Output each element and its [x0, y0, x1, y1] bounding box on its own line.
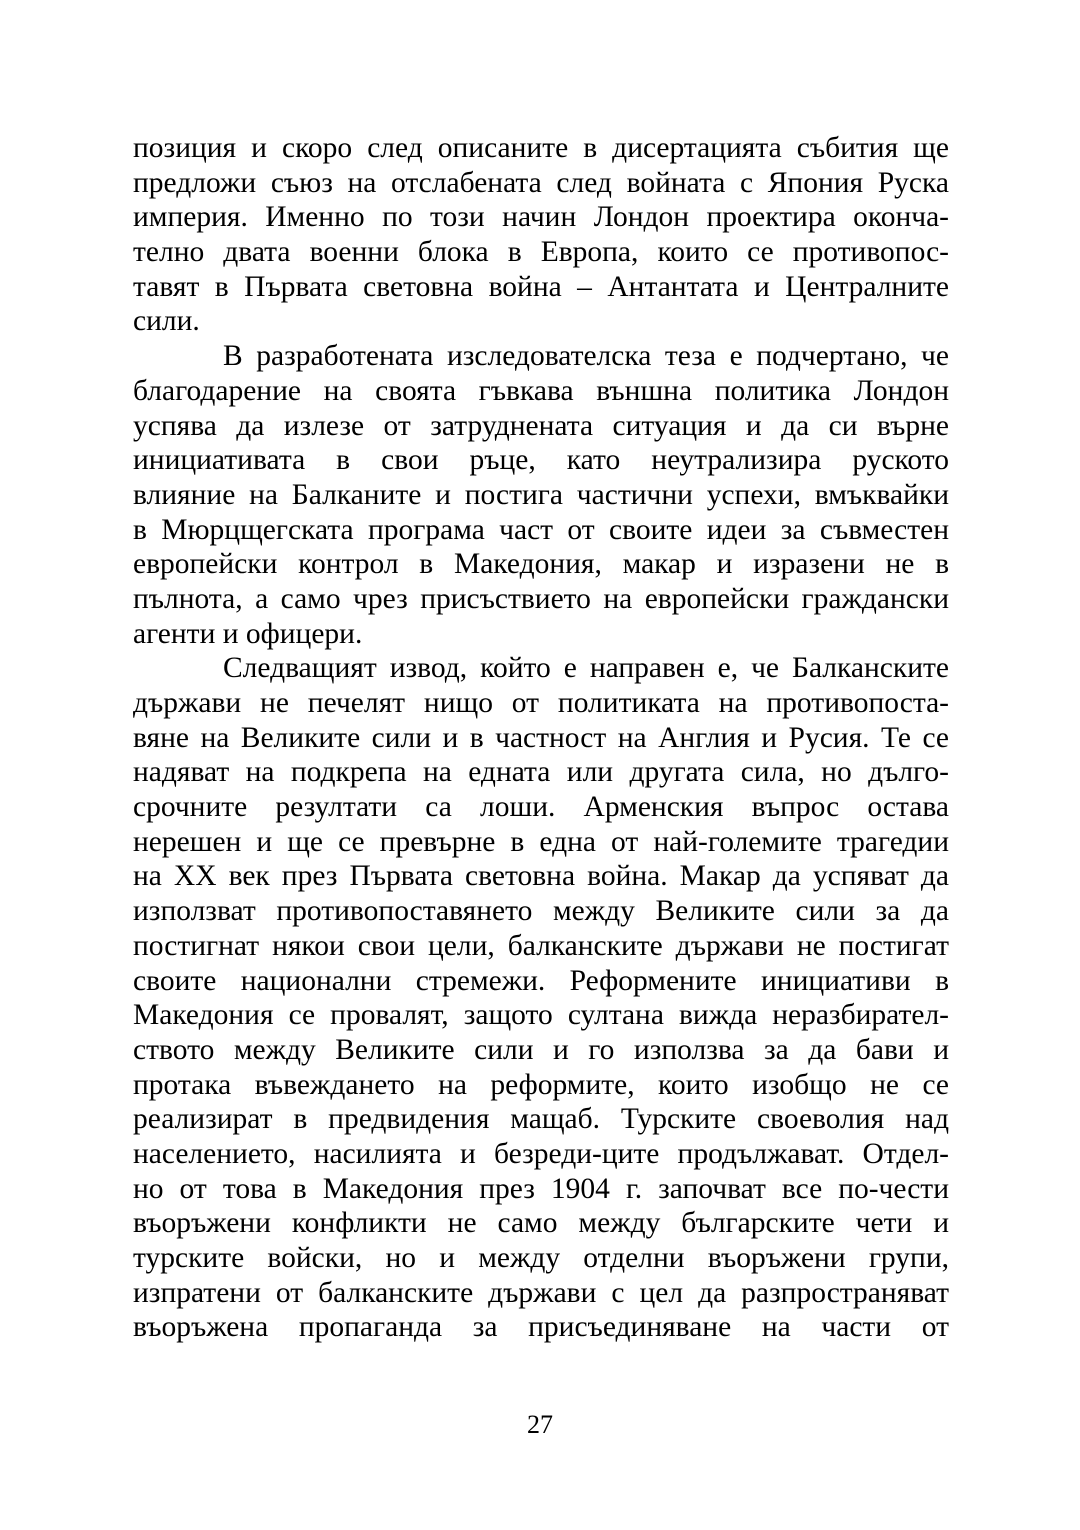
text-line: нерешен и ще се превърне в една от най-големите трагедии	[133, 825, 949, 858]
text-line: постигнат някои свои цели, балканските държави не постигат	[133, 929, 949, 962]
text-line: ството между Великите сили и го използва за да бави и	[133, 1033, 949, 1066]
text-line: благодарение на своята гъвкава външна политика Лондон	[133, 374, 949, 407]
body-text	[133, 131, 949, 1345]
text-line: вяне на Великите сили и в частност на Англия и Русия. Те се	[133, 721, 949, 754]
text-line: предложи съюз на отслабената след войната с Япония Руска	[133, 166, 949, 199]
text-line: държави не печелят нищо от политиката на противопоста-	[133, 687, 949, 719]
text-line: агенти и офицери.	[133, 617, 363, 650]
text-line: инициативата в свои ръце, като неутрализира руското	[133, 444, 949, 477]
text-line: позиция и скоро след описаните в дисертацията събития ще	[133, 132, 949, 164]
text-line: успява да излезе от затруднената ситуация и да си върне	[133, 409, 949, 442]
text-line: пълнота, а само чрез присъствието на европейски граждански	[133, 582, 949, 615]
text-line: надяват на подкрепа на едната или другата сила, но дълго-	[133, 756, 949, 789]
text-line: изпратени от балканските държави с цел да разпространяват	[133, 1276, 949, 1309]
text-line: Македония се провалят, защото султана вижда неразбирател-	[133, 999, 949, 1032]
text-line: турските войски, но и между отделни въоръжени групи,	[133, 1242, 949, 1274]
text-line: населението, насилията и безреди-ците продължават. Отдел-	[133, 1137, 949, 1170]
text-line: в Мюрцщегската програма част от своите идеи за съвместен	[133, 513, 949, 546]
paragraph-3	[133, 651, 949, 1345]
text-line: империя. Именно по този начин Лондон проектира оконча-	[133, 201, 949, 234]
text-line: реализират в предвидения мащаб. Турските своеволия над	[133, 1103, 949, 1136]
text-line: Следващият извод, който е направен е, че Балканските	[223, 652, 949, 685]
text-line: използват противопоставянето между Великите сили за да	[133, 895, 949, 928]
text-line: телно двата военни блока в Европа, които се противопос-	[133, 236, 949, 269]
text-line: въоръжена пропаганда за присъединяване на части от	[133, 1311, 949, 1344]
text-line: своите национални стремежи. Реформените инициативи в	[133, 964, 949, 997]
text-line: но от това в Македония през 1904 г. започват все по-чести	[133, 1172, 949, 1205]
text-line: В разработената изследователска теза е подчертано, че	[223, 340, 949, 373]
text-line: на ХХ век през Първата световна война. Макар да успяват да	[133, 860, 949, 893]
text-line: тавят в Първата световна война – Антантата и Централните	[133, 270, 949, 303]
text-line: срочните резултати са лоши. Арменския въпрос остава	[133, 791, 949, 824]
paragraph-2	[133, 339, 949, 651]
page-number: 27	[527, 1410, 553, 1439]
text-line: сили.	[133, 305, 200, 338]
text-line: въоръжени конфликти не само между българските чети и	[133, 1207, 949, 1240]
text-line: влияние на Балканите и постига частични успехи, вмъквайки	[133, 478, 949, 511]
paragraph-1	[133, 131, 949, 339]
text-line: европейски контрол в Македония, макар и изразени не в	[133, 548, 949, 581]
text-line: протака въвеждането на реформите, които изобщо не се	[133, 1068, 949, 1101]
